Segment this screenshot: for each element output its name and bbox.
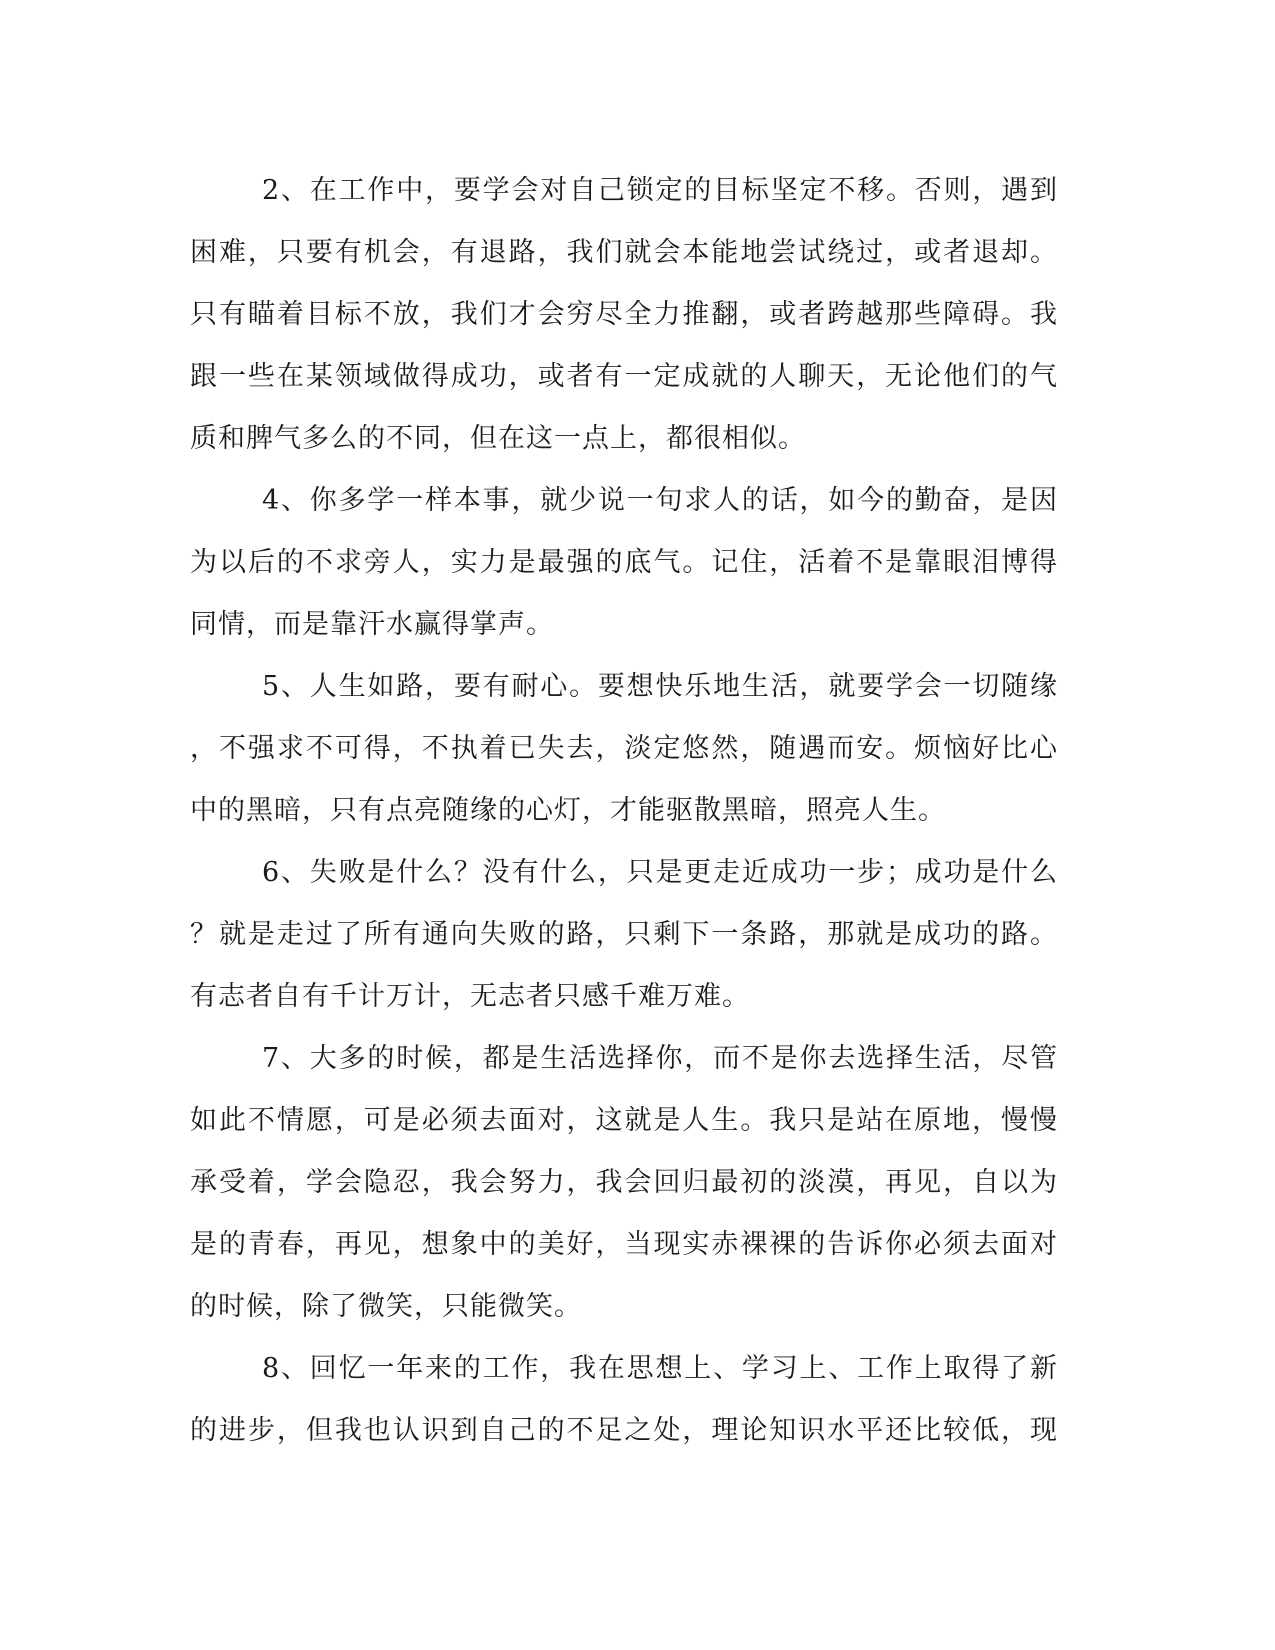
paragraph-line: 承受着，学会隐忍，我会努力，我会回归最初的淡漠，再见，自以为 [190, 1167, 1058, 1198]
paragraph-line: ，不强求不可得，不执着已失去，淡定悠然，随遇而安。烦恼好比心 [190, 733, 1058, 764]
paragraph-5 [190, 656, 1058, 842]
paragraph-line: ？就是走过了所有通向失败的路，只剩下一条路，那就是成功的路。 [190, 919, 1058, 950]
paragraph-4 [190, 470, 1058, 656]
paragraph-line: 困难，只要有机会，有退路，我们就会本能地尝试绕过，或者退却。 [190, 237, 1058, 268]
paragraph-line: 4、你多学一样本事，就少说一句求人的话，如今的勤奋，是因 [262, 485, 1058, 516]
paragraph-line: 中的黑暗，只有点亮随缘的心灯，才能驱散黑暗，照亮人生。 [190, 795, 946, 826]
paragraph-line: 8、回忆一年来的工作，我在思想上、学习上、工作上取得了新 [262, 1353, 1058, 1384]
paragraph-line: 的进步，但我也认识到自己的不足之处，理论知识水平还比较低，现 [190, 1415, 1058, 1446]
paragraph-line: 质和脾气多么的不同，但在这一点上，都很相似。 [190, 423, 806, 454]
paragraph-6 [190, 842, 1058, 1028]
paragraph-line: 的时候，除了微笑，只能微笑。 [190, 1291, 582, 1322]
paragraph-line: 2、在工作中，要学会对自己锁定的目标坚定不移。否则，遇到 [262, 175, 1058, 206]
paragraph-2 [190, 160, 1058, 470]
paragraph-line: 跟一些在某领域做得成功，或者有一定成就的人聊天，无论他们的气 [190, 361, 1058, 392]
document-page [190, 160, 1058, 1462]
paragraph-8 [190, 1338, 1058, 1462]
paragraph-line: 5、人生如路，要有耐心。要想快乐地生活，就要学会一切随缘 [262, 671, 1058, 702]
paragraph-7 [190, 1028, 1058, 1338]
paragraph-line: 有志者自有千计万计，无志者只感千难万难。 [190, 981, 750, 1012]
paragraph-line: 只有瞄着目标不放，我们才会穷尽全力推翻，或者跨越那些障碍。我 [190, 299, 1058, 330]
paragraph-line: 如此不情愿，可是必须去面对，这就是人生。我只是站在原地，慢慢 [190, 1105, 1058, 1136]
paragraph-line: 7、大多的时候，都是生活选择你，而不是你去选择生活，尽管 [262, 1043, 1058, 1074]
paragraph-line: 同情，而是靠汗水赢得掌声。 [190, 609, 554, 640]
paragraph-line: 为以后的不求旁人，实力是最强的底气。记住，活着不是靠眼泪博得 [190, 547, 1058, 578]
paragraph-line: 6、失败是什么？没有什么，只是更走近成功一步；成功是什么 [262, 857, 1058, 888]
paragraph-line: 是的青春，再见，想象中的美好，当现实赤裸裸的告诉你必须去面对 [190, 1229, 1058, 1260]
